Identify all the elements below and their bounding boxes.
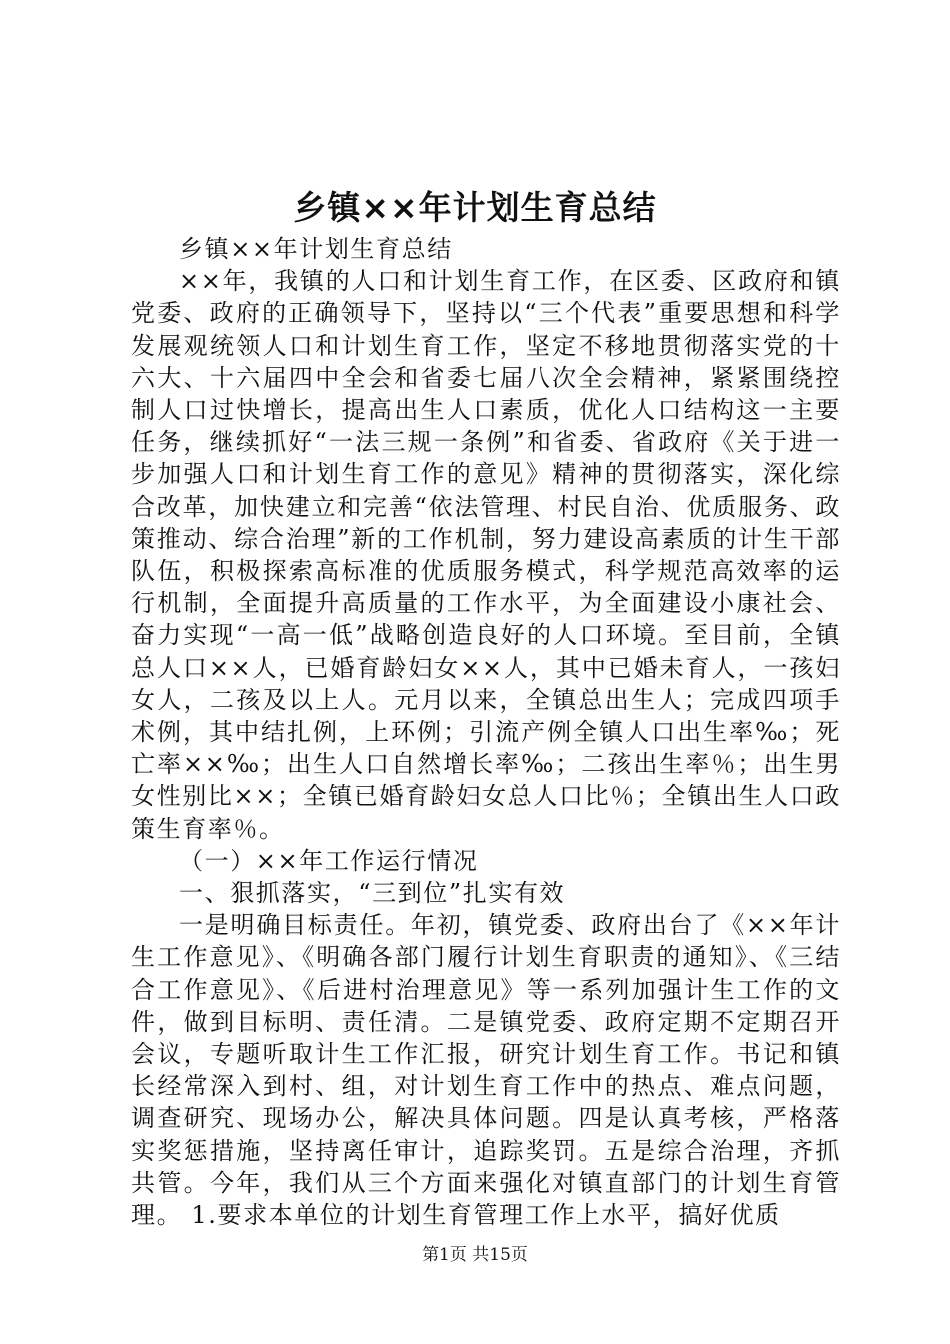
page-number-footer: 第1页 共15页 <box>422 1245 528 1265</box>
paragraph-overview: ××年，我镇的人口和计划生育工作，在区委、区政府和镇党委、政府的正确领导下，坚持以“三个代表”重要思想和科学发展观统领人口和计划生育工作，坚定不移地贯彻落实党的十六大、十六届四中全会和省委七届八次全会精神，紧紧围绕控制人口过快增长，提高出生人口素质，优化人口结构这一主要任务，继续抓好“一法三规一条例”和省委、省政府《关于进一步加强人口和计划生育工作的意见》精神的贯彻落实，深化综合改革，加快建立和完善“依法管理、村民自治、优质服务、政策推动、综合治理”新的工作机制，努力建设高素质的计生干部队伍，积极探索高标准的优质服务模式，科学规范高效率的运行机制，全面提升高质量的工作水平，为全面建设小康社会、奋力实现“一高一低”战略创造良好的人口环境。至目前，全镇总人口××人，已婚育龄妇女××人，其中已婚未育人，一孩妇女人，二孩及以上人。元月以来，全镇总出生人；完成四项手术例，其中结扎例，上环例；引流产例全镇人口出生率‰；死亡率××‰；出生人口自然增长率‰；二孩出生率％；出生男女性别比××；全镇已婚育龄妇女总人口比％；全镇出生人口政策生育率％。 <box>131 267 841 843</box>
document-title: 乡镇××年计划生育总结 <box>293 188 657 227</box>
paragraph-subtitle: 乡镇××年计划生育总结 <box>179 235 453 263</box>
subsection-heading: 一、狠抓落实，“三到位”扎实有效 <box>179 879 566 908</box>
paragraph-targets: 一是明确目标责任。年初，镇党委、政府出台了《××年计生工作意见》、《明确各部门履行计划生育职责的通知》、《三结合工作意见》、《后进村治理意见》等一系列加强计生工作的文件，做到目标明、责任清。二是镇党委、政府定期不定期召开会议，专题听取计生工作汇报，研究计划生育工作。书记和镇长经常深入到村、组，对计划生育工作中的热点、难点问题，调查研究、现场办公，解决具体问题。四是认真考核，严格落实奖惩措施，坚持离任审计，追踪奖罚。五是综合治理，齐抓共管。今年，我们从三个方面来强化对镇直部门的计划生育管理。 1.要求本单位的计划生育管理工作上水平，搞好优质 <box>131 911 841 1230</box>
section-heading: （一）××年工作运行情况 <box>179 846 479 875</box>
document-body <box>131 233 841 1231</box>
